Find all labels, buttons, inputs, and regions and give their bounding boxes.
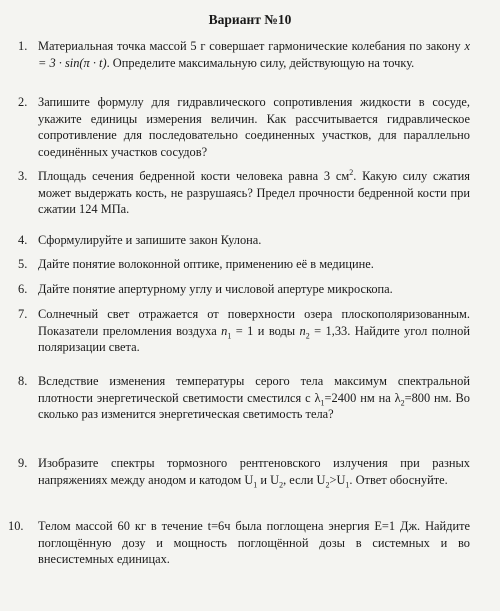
formula: x = 3 · sin(π · t) (38, 39, 470, 70)
question-text: Материальная точка массой 5 г совершает гармонические колебания по закону x = 3 · sin(π · t). Определите максимальную силу, действующую на точку. (38, 39, 470, 70)
question-number: 5. (18, 257, 28, 271)
question-text: Сформулируйте и запишите закон Кулона. (38, 233, 262, 247)
question-number: 6. (18, 282, 28, 296)
question-1 (18, 38, 470, 71)
question-text: Солнечный свет отражается от поверхности озера плоскополяризованным. Показатели преломления воздуха $n_1 = 1$ и воды $n_2 = 1,33$. Найдите угол полной поляризации света. (38, 307, 470, 355)
question-6 (18, 281, 470, 298)
question-text: Телом массой 60 кг в течение t=6ч была поглощена энергия E=1 Дж. Найдите поглощённую дозу и мощность поглощённой дозы в системных и во внесистемных единицах. (38, 519, 470, 567)
question-7 (18, 306, 470, 356)
question-text: Площадь сечения бедренной кости человека равна 3 $см^2$. Какую силу сжатия может выдержать кость, не разрушаясь? Предел прочности бедренной кости при сжатии 124 МПа. (38, 167, 471, 217)
question-number: 1. (18, 39, 28, 53)
question-number: 2. (18, 95, 28, 109)
question-number: 4. (18, 233, 28, 247)
question-4 (18, 232, 470, 249)
question-3 (18, 167, 471, 218)
question-text: Дайте понятие апертурному углу и числовой апертуре микроскопа. (38, 282, 393, 296)
question-text: Дайте понятие волоконной оптике, применению её в медицине. (38, 257, 374, 271)
question-number: 9. (18, 456, 28, 470)
question-10 (8, 518, 470, 568)
question-9 (18, 455, 470, 490)
variant-title: Вариант №10 (208, 12, 292, 27)
question-number: 8. (18, 374, 28, 388)
question-text: Запишите формулу для гидравлического сопротивления жидкости в сосуде, укажите единицы измерения величин. Как рассчитывается гидравлическое сопротивление для последовательно соединенных участков, для параллельно соединённых участков сосудов? (38, 95, 470, 159)
question-8 (18, 373, 470, 423)
question-number: 10. (8, 519, 24, 533)
question-2 (18, 94, 470, 160)
question-number: 3. (18, 169, 28, 183)
question-number: 7. (18, 307, 28, 321)
question-text: Вследствие изменения температуры серого тела максимум спектральной плотности энергетической светимости сместился с $\lambda_1=2400$ нм на $\lambda_2=800$ нм. Во сколько раз изменится энергетическая светимость тела? (38, 374, 470, 422)
question-text: Изобразите спектры тормозного рентгеновского излучения при разных напряжениях между анодом и катодом $U_1$ и $U_2$, если $U_2>U_1$. Ответ обоснуйте. (38, 456, 470, 490)
question-5 (18, 256, 470, 273)
